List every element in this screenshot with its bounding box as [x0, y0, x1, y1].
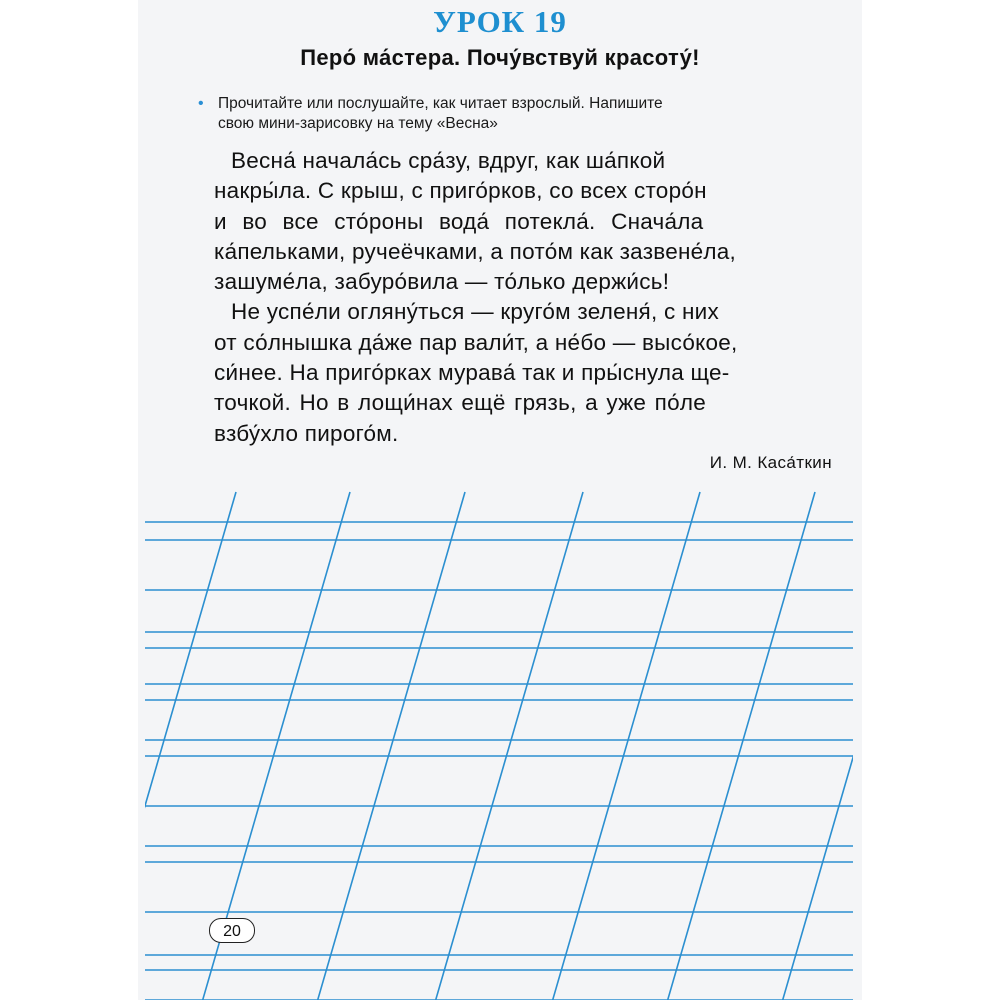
bullet-icon: •: [198, 95, 204, 112]
passage-line: и во все сто́роны вода́ потекла́. Снача́ла: [214, 208, 704, 234]
passage-line: Весна́ начала́сь сра́зу, вдруг, как ша́пкой: [231, 148, 666, 173]
passage-line: точкой. Но в лощи́нах ещё грязь, а уже по́ле: [214, 390, 707, 416]
grid-slant-line: [553, 492, 700, 1000]
lesson-subtitle: Перо́ ма́стера. Почу́вствуй красоту́!: [300, 45, 700, 70]
task-text-line-1: Прочитайте или послушайте, как читает взрослый. Напишите: [218, 95, 663, 112]
passage-line: ка́пельками, ручеёчками, а пото́м как зазвене́ла,: [214, 238, 737, 264]
grid-slant-line: [783, 492, 930, 1000]
passage-line: си́нее. На приго́рках мурава́ так и пры́снула ще-: [214, 360, 730, 386]
passage-line: от со́лнышка да́же пар вали́т, а не́бо — высо́кое,: [214, 329, 738, 355]
grid-slant-line: [318, 492, 465, 1000]
grid-slant-line: [668, 492, 815, 1000]
passage-author: И. М. Каса́ткин: [709, 453, 832, 472]
page-number: 20: [209, 918, 255, 943]
passage-line: взбу́хло пирого́м.: [214, 420, 399, 446]
grid-slant-line: [898, 492, 1000, 1000]
grid-slant-line: [436, 492, 583, 1000]
lesson-title: УРОК 19: [433, 4, 567, 39]
task-text-line-2: свою мини-зарисовку на тему «Весна»: [218, 115, 498, 132]
passage-line: Не успе́ли огляну́ться — круго́м зеленя́, с них: [231, 299, 719, 325]
passage-line: накры́ла. С крыш, с приго́рков, со всех сторо́н: [214, 178, 707, 204]
passage-line: зашуме́ла, забуро́вила — то́лько держи́сь!: [214, 269, 670, 295]
